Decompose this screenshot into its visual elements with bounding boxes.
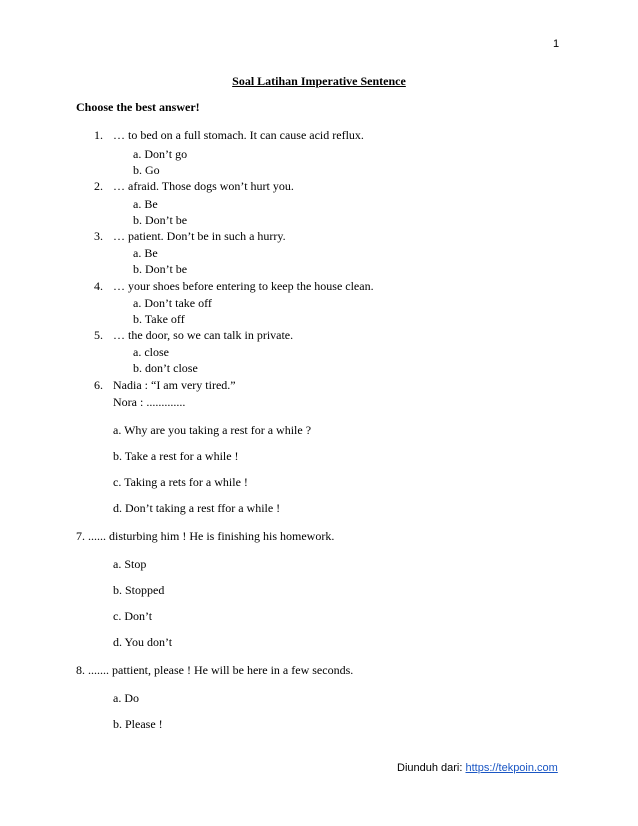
option-8a: a. Do <box>113 691 139 705</box>
option-5a: a. close <box>133 345 169 359</box>
question-text: … the door, so we can talk in private. <box>113 328 294 342</box>
question-number: 7. <box>76 529 85 543</box>
option-6d: d. Don’t taking a rest ffor a while ! <box>113 501 281 515</box>
question-text: … to bed on a full stomach. It can cause acid reflux. <box>113 128 364 142</box>
question-number: 5. <box>94 328 103 342</box>
question-7 <box>76 529 334 544</box>
question-text: … your shoes before entering to keep the house clean. <box>113 279 374 293</box>
option-5b: b. don’t close <box>133 361 198 375</box>
option-6a: a. Why are you taking a rest for a while ? <box>113 423 312 437</box>
question-number: 4. <box>94 279 103 293</box>
question-text: … afraid. Those dogs won’t hurt you. <box>113 179 294 193</box>
question-number: 1. <box>94 128 103 142</box>
question-text: ...... disturbing him ! He is finishing his homework. <box>88 529 335 543</box>
document-title: Soal Latihan Imperative Sentence <box>232 74 406 88</box>
question-8 <box>76 663 353 678</box>
question-number: 6. <box>94 378 103 392</box>
option-2b: b. Don’t be <box>133 213 188 227</box>
option-4b: b. Take off <box>133 312 185 326</box>
question-6-subline: Nora : ............. <box>113 395 186 409</box>
option-2a: a. Be <box>133 197 158 211</box>
page-number: 1 <box>553 38 560 50</box>
option-8b: b. Please ! <box>113 717 163 731</box>
question-text: Nadia : “I am very tired.” <box>113 378 236 392</box>
footer-prefix: Diunduh dari: <box>397 762 466 774</box>
option-3b: b. Don’t be <box>133 262 188 276</box>
option-4a: a. Don’t take off <box>133 296 212 310</box>
question-text: … patient. Don’t be in such a hurry. <box>113 229 286 243</box>
option-7c: c. Don’t <box>113 609 153 623</box>
option-1a: a. Don’t go <box>133 147 188 161</box>
question-number: 8. <box>76 663 85 677</box>
option-6b: b. Take a rest for a while ! <box>113 449 239 463</box>
question-number: 3. <box>94 229 103 243</box>
instruction-text: Choose the best answer! <box>76 100 200 114</box>
option-7a: a. Stop <box>113 557 147 571</box>
footer-source <box>397 762 558 774</box>
question-text: ....... pattient, please ! He will be here in a few seconds. <box>88 663 354 677</box>
option-1b: b. Go <box>133 163 160 177</box>
option-7d: d. You don’t <box>113 635 173 649</box>
question-number: 2. <box>94 179 103 193</box>
option-6c: c. Taking a rets for a while ! <box>113 475 248 489</box>
option-3a: a. Be <box>133 246 158 260</box>
option-7b: b. Stopped <box>113 583 165 597</box>
source-link[interactable]: https://tekpoin.com <box>465 762 558 774</box>
